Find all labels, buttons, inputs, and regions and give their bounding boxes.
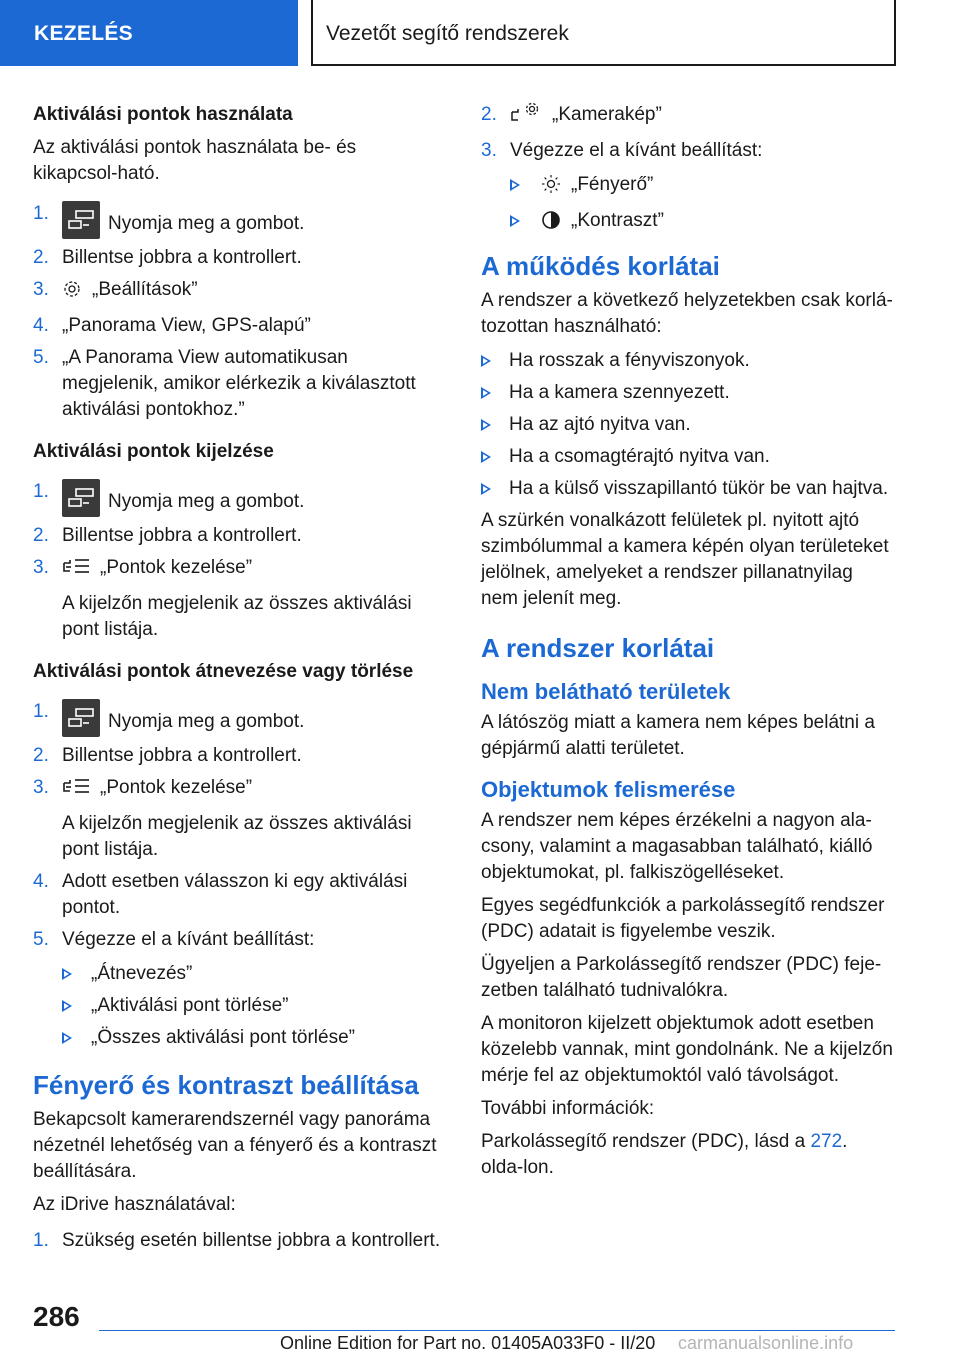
options-list (62, 961, 445, 1051)
steps-list (481, 102, 893, 238)
cross-reference (481, 1129, 893, 1181)
triangle-bullet-icon (481, 451, 491, 463)
list-item (62, 1025, 445, 1051)
section-heading: Aktiválási pontok használata (33, 104, 293, 125)
list-item (33, 927, 445, 1051)
chapter-title: Vezetőt segítő rendszerek (311, 0, 896, 66)
step-text: „Pontok kezelése” (100, 557, 253, 578)
option-text: „Aktiválási pont törlése” (91, 995, 289, 1016)
steps-list (33, 479, 445, 643)
options-list (510, 172, 893, 238)
step-number: 1. (33, 701, 49, 722)
step-text: „Kamerakép” (552, 104, 662, 125)
option-text: „Összes aktiválási pont törlése” (91, 1027, 355, 1048)
step-text: Billentse jobbra a kontrollert. (62, 525, 302, 546)
step-text: Szükség esetén billentse jobbra a kontrollert. (62, 1230, 441, 1251)
page-link[interactable]: 272 (810, 1131, 843, 1152)
list-item (481, 444, 893, 470)
conditions-list (481, 348, 893, 502)
option-text: „Átnevezés” (91, 963, 193, 984)
list-item (33, 277, 445, 307)
step-number: 1. (33, 481, 49, 502)
paragraph: Egyes segédfunkciók a parkolássegítő rendszer (PDC) adatait is figyelembe veszik. (481, 895, 885, 942)
step-number: 1. (33, 203, 49, 224)
step-number: 5. (33, 347, 49, 368)
paragraph: A szürkén vonalkázott felületek pl. nyitott ajtó szimbólummal a kamera képén olyan területeket jelölnek, amelyeket a rendszer pillanatnyilag nem jelenít meg. (481, 510, 889, 609)
footer-divider (99, 1330, 895, 1331)
list-item (33, 245, 445, 271)
step-text: Nyomja meg a gombot. (108, 213, 305, 234)
item-text: Ha a kamera szennyezett. (509, 382, 730, 403)
list-item (481, 380, 893, 406)
list-item (481, 102, 893, 132)
step-number: 3. (33, 777, 49, 798)
step-text: „A Panorama View automatikusan megjelenik, amikor elérkezik a kiválasztott aktiválási pontokhoz.” (62, 347, 416, 420)
paragraph: Ügyeljen a Parkolássegítő rendszer (PDC) feje-zetben található tudnivalókra. (481, 954, 882, 1001)
contrast-icon (541, 210, 561, 238)
camera-button-icon (62, 201, 100, 239)
list-item (33, 555, 445, 643)
step-text: Nyomja meg a gombot. (108, 491, 305, 512)
list-item (481, 348, 893, 374)
reference-text: Parkolássegítő rendszer (PDC), lásd a (481, 1131, 811, 1152)
list-item (62, 993, 445, 1019)
steps-list (33, 1228, 445, 1254)
triangle-bullet-icon (510, 215, 520, 227)
list-item (510, 172, 893, 202)
list-item (33, 345, 445, 423)
option-text: „Fényerő” (571, 174, 654, 195)
list-item (62, 961, 445, 987)
subsection-title: Nem belátható területek (481, 679, 731, 704)
paragraph: A rendszer a következő helyzetekben csak korlá-tozottan használható: (481, 290, 893, 337)
steps-list (33, 201, 445, 423)
list-item (33, 313, 445, 339)
list-item (481, 476, 893, 502)
triangle-bullet-icon (510, 179, 520, 191)
points-manage-icon (62, 557, 90, 585)
item-text: Ha az ajtó nyitva van. (509, 414, 691, 435)
page-number: 286 (33, 1301, 80, 1332)
step-text: Végezze el a kívánt beállítást: (510, 140, 763, 161)
points-manage-icon (62, 777, 90, 805)
list-item (33, 743, 445, 769)
item-text: Ha a külső visszapillantó tükör be van hajtva. (509, 478, 889, 499)
step-text: Billentse jobbra a kontrollert. (62, 745, 302, 766)
triangle-bullet-icon (481, 355, 491, 367)
list-item (33, 523, 445, 549)
step-text: „Panorama View, GPS-alapú” (62, 315, 311, 336)
right-column (481, 102, 893, 1188)
subsection-title: Objektumok felismerése (481, 777, 736, 802)
paragraph: Az aktiválási pontok használata be- és kikapcsol-ható. (33, 137, 357, 184)
step-number: 3. (33, 557, 49, 578)
paragraph: A rendszer nem képes érzékelni a nagyon ala-csony, valamint a magasabban található, kiálló objektumokat, pl. falkiszögelléseket. (481, 810, 873, 883)
triangle-bullet-icon (62, 968, 72, 980)
step-number: 2. (33, 745, 49, 766)
list-item (33, 479, 445, 517)
list-item (33, 201, 445, 239)
triangle-bullet-icon (481, 419, 491, 431)
step-note: A kijelzőn megjelenik az összes aktiválási pont listája. (62, 813, 412, 860)
edition-text: Online Edition for Part no. 01405A033F0 - II/20 (280, 1333, 656, 1353)
step-number: 2. (481, 104, 497, 125)
brightness-icon (541, 174, 561, 202)
list-item (510, 208, 893, 238)
triangle-bullet-icon (62, 1000, 72, 1012)
section-title: Fényerő és kontraszt beállítása (33, 1070, 419, 1100)
camera-button-icon (62, 699, 100, 737)
step-text: Végezze el a kívánt beállítást: (62, 929, 315, 950)
section-title: A működés korlátai (481, 251, 720, 281)
step-text: Adott esetben válasszon ki egy aktiválási pontot. (62, 871, 408, 918)
list-item (33, 699, 445, 737)
gear-icon (62, 279, 82, 307)
step-text: Billentse jobbra a kontrollert. (62, 247, 302, 268)
paragraph: Bekapcsolt kamerarendszernél vagy panoráma nézetnél lehetőség van a fényerő és a kontraszt beállítására. (33, 1109, 437, 1182)
step-number: 4. (33, 315, 49, 336)
list-item (33, 1228, 445, 1254)
option-text: „Kontraszt” (571, 210, 664, 231)
step-number: 4. (33, 871, 49, 892)
page-header (0, 0, 960, 66)
left-column (33, 102, 445, 1264)
watermark: carmanualsonline.info (678, 1333, 854, 1353)
paragraph: További információk: (481, 1098, 655, 1119)
step-number: 1. (33, 1230, 49, 1251)
triangle-bullet-icon (481, 387, 491, 399)
step-text: „Beállítások” (92, 279, 198, 300)
camera-settings-icon (510, 102, 542, 132)
section-title: A rendszer korlátai (481, 633, 715, 663)
item-text: Ha a csomagtérajtó nyitva van. (509, 446, 770, 467)
paragraph: A monitoron kijelzett objektumok adott esetben közelebb vannak, mint gondolnánk. Ne a kijelzőn mérje fel az objektumoktól való távolságot. (481, 1013, 893, 1086)
section-heading: Aktiválási pontok átnevezése vagy törlése (33, 661, 414, 682)
section-heading: Aktiválási pontok kijelzése (33, 441, 274, 462)
reference-text: . olda-lon. (481, 1131, 848, 1178)
step-number: 2. (33, 525, 49, 546)
item-text: Ha rosszak a fényviszonyok. (509, 350, 750, 371)
triangle-bullet-icon (481, 483, 491, 495)
step-text: „Pontok kezelése” (100, 777, 253, 798)
step-number: 5. (33, 929, 49, 950)
step-text: Nyomja meg a gombot. (108, 711, 305, 732)
list-item (481, 412, 893, 438)
paragraph: A látószög miatt a kamera nem képes belátni a gépjármű alatti területet. (481, 712, 875, 759)
step-number: 2. (33, 247, 49, 268)
list-item (33, 775, 445, 863)
steps-list (33, 699, 445, 1051)
list-item (33, 869, 445, 921)
step-number: 3. (33, 279, 49, 300)
paragraph: Az iDrive használatával: (33, 1194, 236, 1215)
list-item (481, 138, 893, 238)
camera-button-icon (62, 479, 100, 517)
triangle-bullet-icon (62, 1032, 72, 1044)
step-note: A kijelzőn megjelenik az összes aktiválási pont listája. (62, 593, 412, 640)
step-number: 3. (481, 140, 497, 161)
section-tab: KEZELÉS (0, 0, 298, 66)
